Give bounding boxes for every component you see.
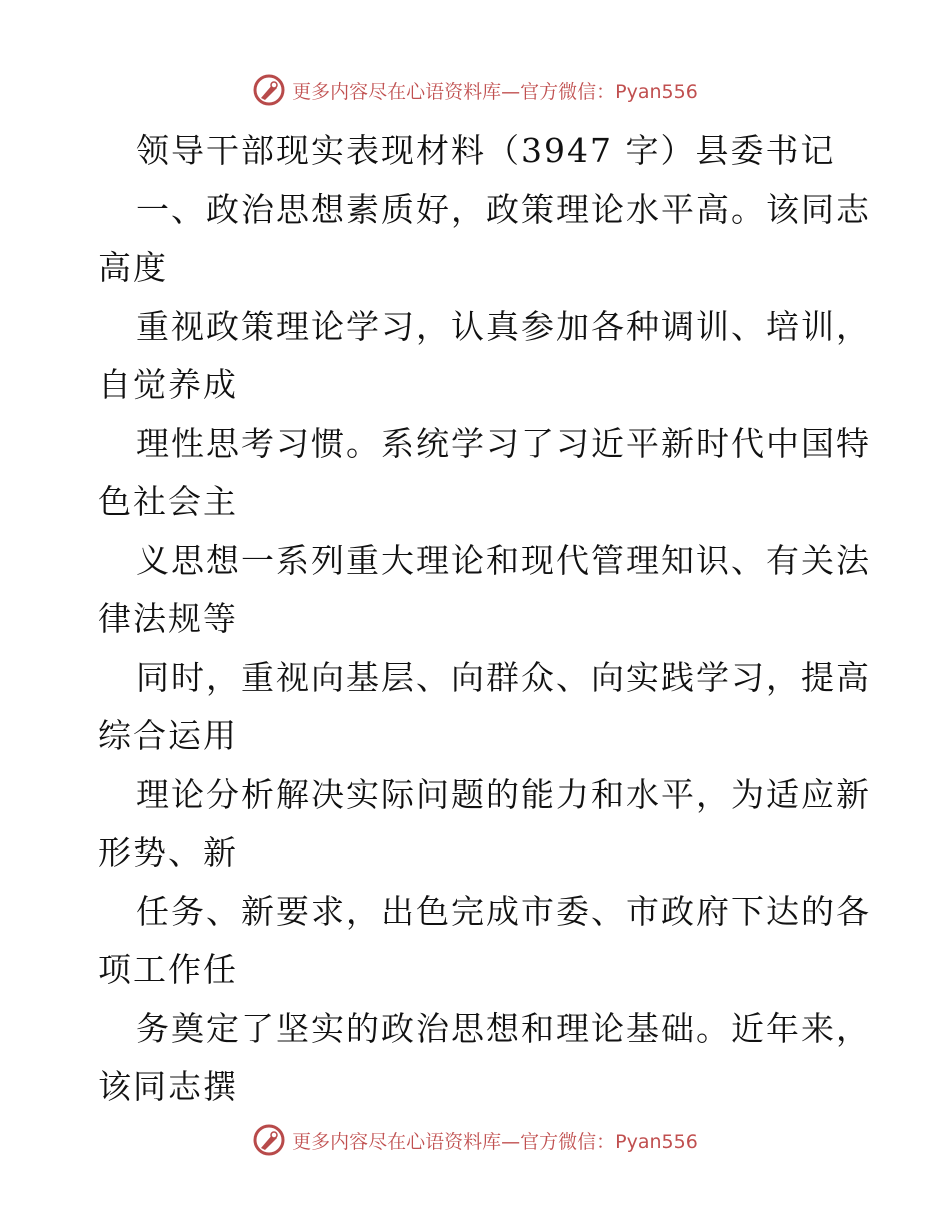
text-line: 高度 bbox=[98, 248, 168, 287]
text-line: 理性思考习惯。系统学习了习近平新时代中国特 bbox=[136, 423, 871, 463]
document-title: 领导干部现实表现材料（3947 字）县委书记 bbox=[136, 131, 836, 170]
text-line: 务奠定了坚实的政治思想和理论基础。近年来， bbox=[136, 1008, 871, 1048]
header-banner bbox=[0, 70, 950, 110]
text-line: 自觉养成 bbox=[98, 365, 238, 404]
text-line: 律法规等 bbox=[98, 599, 238, 638]
text-line: 一、政治思想素质好，政策理论水平高。该同志 bbox=[136, 189, 871, 229]
text-line: 色社会主 bbox=[98, 482, 238, 521]
footer-banner-text: 更多内容尽在心语资料库—官方微信：Pyan556 bbox=[292, 1130, 698, 1153]
pen-nib-logo-icon bbox=[252, 1123, 286, 1157]
text-line: 综合运用 bbox=[98, 716, 238, 755]
document-body bbox=[98, 122, 871, 1117]
text-line: 任务、新要求，出色完成市委、市政府下达的各 bbox=[136, 891, 871, 931]
text-line: 理论分析解决实际问题的能力和水平，为适应新 bbox=[136, 774, 871, 814]
header-banner-text: 更多内容尽在心语资料库—官方微信：Pyan556 bbox=[292, 80, 698, 103]
text-line: 该同志撰 bbox=[98, 1067, 238, 1106]
text-line: 项工作任 bbox=[98, 950, 238, 989]
text-line: 形势、新 bbox=[98, 833, 238, 872]
footer-banner bbox=[0, 1120, 950, 1160]
pen-nib-logo-icon bbox=[252, 73, 286, 107]
text-line: 义思想一系列重大理论和现代管理知识、有关法 bbox=[136, 540, 871, 580]
text-line: 重视政策理论学习，认真参加各种调训、培训， bbox=[136, 306, 871, 346]
text-line: 同时，重视向基层、向群众、向实践学习，提高 bbox=[136, 657, 871, 697]
